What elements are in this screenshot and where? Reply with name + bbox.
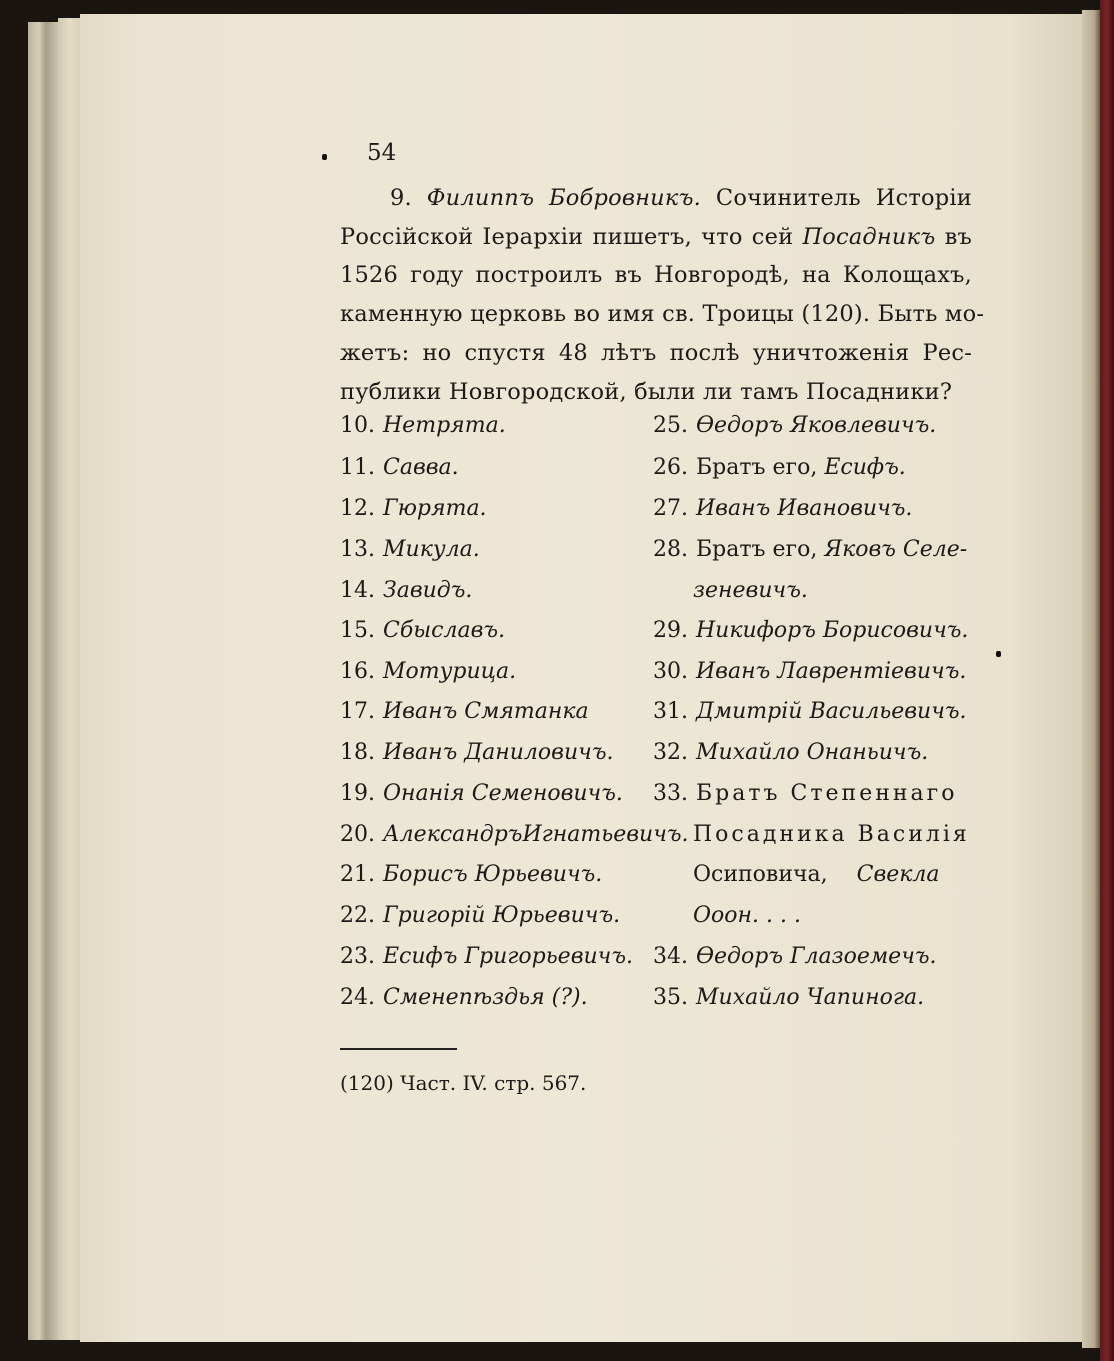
list-entry [653, 781, 957, 807]
page-gutter-right [1082, 10, 1102, 1348]
entry-number: 33. [653, 781, 688, 806]
entry-number: 12. [340, 496, 375, 521]
entry-name: Михайло Чапинога. [696, 985, 925, 1010]
entry-name: Иванъ Ивановичъ. [696, 496, 913, 521]
footnote-rule [340, 1048, 457, 1050]
text-run: публики Новгородской, были ли тамъ Посадники? [340, 379, 953, 405]
entry-name: Микула. [383, 537, 480, 562]
entry-name: Свекла [856, 862, 940, 887]
text-run: 9. [390, 185, 427, 211]
entry-name: Иванъ Лаврентіевичъ. [696, 659, 967, 684]
paragraph-line [340, 262, 972, 288]
list-entry [340, 413, 506, 439]
list-entry [653, 659, 966, 685]
list-entry [653, 944, 937, 970]
paragraph-line [340, 224, 972, 250]
entry-number: 21. [340, 862, 375, 887]
text-run: Россійской Іерархіи пишетъ, что сей [340, 224, 803, 250]
page-stack-edge-left [28, 22, 58, 1340]
entry-number: 10. [340, 413, 375, 438]
entry-name: АлександръИгнатьевичъ. [383, 822, 689, 847]
entry-number: 13. [340, 537, 375, 562]
entry-name: Яковъ Селе- [824, 537, 968, 562]
footnote: (120) Част. IV. стр. 567. [340, 1071, 587, 1095]
entry-name: Дмитрій Васильевичъ. [696, 699, 967, 724]
entry-number: 32. [653, 740, 688, 765]
entry-name: Михайло Онаньичъ. [696, 740, 929, 765]
entry-name: Завидъ. [383, 578, 473, 603]
italic-name: Филиппъ Бобровникъ. [426, 185, 702, 211]
list-entry [340, 496, 487, 522]
list-entry [340, 699, 589, 725]
text-run: жетъ: но спустя 48 лѣтъ послѣ уничтоженія Рес- [340, 340, 972, 366]
page-stack-edge-inner [58, 18, 82, 1340]
ink-speck [996, 651, 1001, 657]
entry-name: Ооон. . . . [693, 903, 801, 928]
text-run: въ [935, 224, 972, 250]
entry-number: 27. [653, 496, 688, 521]
entry-number: 19. [340, 781, 375, 806]
entry-number: 31. [653, 699, 688, 724]
entry-name: Онанія Семеновичъ. [383, 781, 623, 806]
entry-name: Иванъ Даниловичъ. [383, 740, 614, 765]
ink-speck [322, 154, 327, 160]
entry-number: 18. [340, 740, 375, 765]
list-entry [340, 862, 602, 888]
entry-number: 24. [340, 985, 375, 1010]
list-entry [653, 455, 906, 481]
entry-name: Иванъ Смятанка [383, 699, 589, 724]
entry-number: 23. [340, 944, 375, 969]
entry-name: Григорій Юрьевичъ. [383, 903, 621, 928]
entry-number: 15. [340, 618, 375, 643]
entry-name: Сбыславъ. [383, 618, 506, 643]
entry-number: 25. [653, 413, 688, 438]
entry-number: 30. [653, 659, 688, 684]
list-entry [340, 781, 623, 807]
entry-name: Ѳедоръ Глазоемечъ. [696, 944, 937, 969]
entry-name: зеневичъ. [693, 578, 808, 603]
list-entry [653, 903, 801, 929]
paragraph-line [390, 185, 972, 211]
entry-number: 26. [653, 455, 688, 480]
entry-text: Братъ Степеннаго [696, 781, 958, 806]
list-entry [653, 862, 940, 888]
entry-number: 22. [340, 903, 375, 928]
list-entry [340, 944, 633, 970]
entry-number: 14. [340, 578, 375, 603]
entry-name: Сменепѣздья (?). [383, 985, 588, 1010]
page-number: 54 [367, 140, 397, 166]
list-entry [340, 659, 516, 685]
entry-number: 34. [653, 944, 688, 969]
book-binding-edge [1100, 0, 1114, 1361]
italic-name: Посадникъ [802, 224, 936, 250]
entry-name: Савва. [383, 455, 459, 480]
list-entry [340, 822, 689, 848]
list-entry [653, 618, 968, 644]
entry-number: 35. [653, 985, 688, 1010]
list-entry [653, 413, 936, 439]
list-entry [340, 740, 613, 766]
entry-text: Братъ его, [696, 537, 825, 562]
text-run: 1526 году построилъ въ Новгородѣ, на Колощахъ, [340, 262, 972, 288]
entry-number: 29. [653, 618, 688, 643]
entry-name: Никифоръ Борисовичъ. [696, 618, 969, 643]
list-entry [340, 618, 505, 644]
entry-name: Гюрята. [383, 496, 487, 521]
paragraph-line [340, 340, 972, 366]
list-entry [653, 578, 808, 604]
entry-text: Братъ его, [696, 455, 825, 480]
entry-name: Мотурица. [383, 659, 517, 684]
entry-text: Посадника Василія [693, 822, 970, 847]
entry-name: Борисъ Юрьевичъ. [383, 862, 603, 887]
entry-name: Ѳедоръ Яковлевичъ. [696, 413, 937, 438]
entry-number: 17. [340, 699, 375, 724]
list-entry [340, 903, 620, 929]
entry-name: Есифъ. [824, 455, 906, 480]
list-entry [653, 699, 967, 725]
list-entry [653, 537, 967, 563]
entry-text: Осиповича, [693, 862, 835, 887]
entry-number: 20. [340, 822, 375, 847]
entry-name: Нетрята. [383, 413, 506, 438]
text-run: каменную церковь во имя св. Троицы (120). Быть мо- [340, 301, 985, 327]
entry-name: Есифъ Григорьевичъ. [383, 944, 634, 969]
list-entry [340, 578, 472, 604]
list-entry [653, 985, 924, 1011]
list-entry [653, 822, 970, 848]
paragraph-line [340, 379, 972, 405]
text-run: Сочинитель Исторіи [701, 185, 972, 211]
list-entry [653, 496, 912, 522]
list-entry [340, 985, 588, 1011]
entry-number: 28. [653, 537, 688, 562]
list-entry [653, 740, 928, 766]
paragraph-line [340, 301, 985, 327]
list-entry [340, 537, 480, 563]
entry-number: 16. [340, 659, 375, 684]
list-entry [340, 455, 459, 481]
entry-number: 11. [340, 455, 375, 480]
